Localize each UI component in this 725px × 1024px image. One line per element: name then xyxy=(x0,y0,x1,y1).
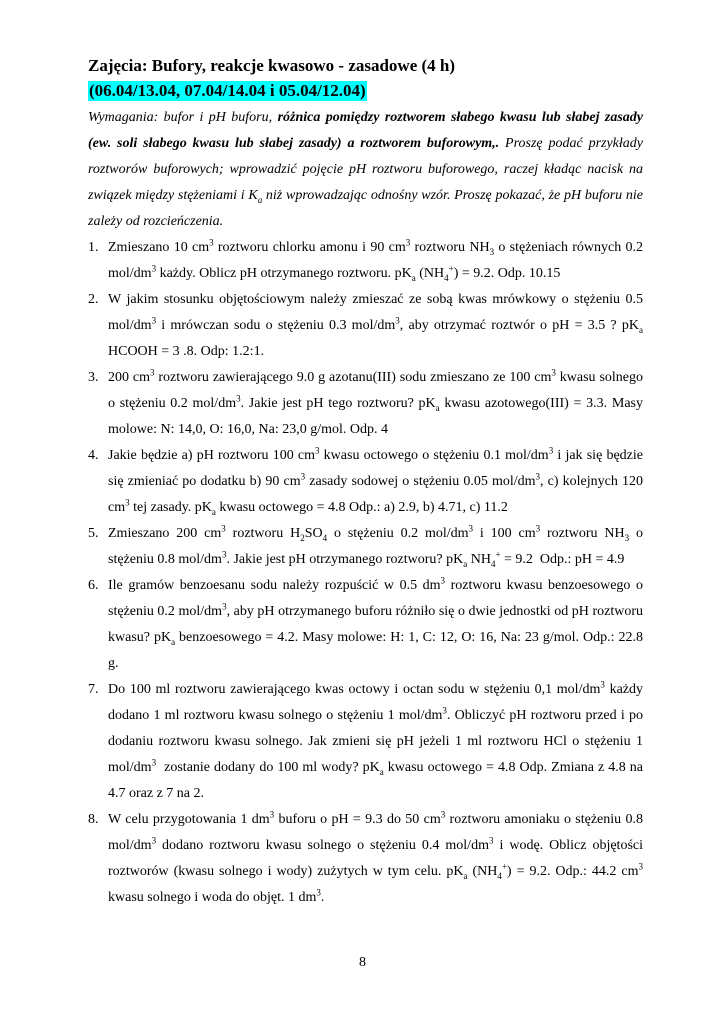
problem-item: 6. Ile gramów benzoesanu sodu należy rozpuścić w 0.5 $dm^3$ roztworu kwasu benzoesowego o stężeniu 0.2 mol/$dm^3$, aby pH otrzymanego buforu różniło się o dwie jednostki od pH roztworu kwasu? $pK_a$ benzoesowego = 4.2. Masy molowe: H: 1, C: 12, O: 16, Na: 23 g/mol. Odp.: 22.8 g. xyxy=(88,573,643,677)
page-title: Zajęcia: Bufory, reakcje kwasowo - zasadowe (4 h) xyxy=(88,56,456,75)
problem-item: 5. Zmieszano 200 $cm^3$ roztworu $H_2SO_4$ o stężeniu 0.2 mol/$dm^3$ i 100 $cm^3$ roztworu $NH_3$ o stężeniu 0.8 mol/$dm^3$. Jakie jest pH otrzymanego roztworu? $pK_a$ $NH_4^+ = 9.2$ Odp.: pH = 4.9 xyxy=(88,521,643,573)
requirements-paragraph xyxy=(88,105,643,235)
problem-number: 3. xyxy=(88,370,99,385)
problem-item: 3. 200 $cm^3$ roztworu zawierającego 9.0 g azotanu(III) sodu zmieszano ze 100 $cm^3$ kwasu solnego o stężeniu 0.2 mol/$dm^3$. Jakie jest pH tego roztworu? $pK_a$ kwasu azotowego(III) = 3.3. Masy molowe: N: 14,0, O: 16,0, Na: 23,0 g/mol. Odp. 4 xyxy=(88,365,643,443)
requirements-sub: a xyxy=(257,194,263,205)
problem-item: 4. Jakie będzie a) pH roztworu 100 $cm^3$ kwasu octowego o stężeniu 0.1 mol/$dm^3$ i jak się będzie się zmieniać po dodatku b) 90 $cm^3$ zasady sodowej o stężeniu 0.05 mol/$dm^3$, c) kolejnych 120 $cm^3$ tej zasady. $pK_a$ kwasu octowego = 4.8 Odp.: a) 2.9, b) 4.71, c) 11.2 xyxy=(88,443,643,521)
requirements-bold: różnica pomiędzy roztworem słabego kwasu lub słabej zasady (ew. soli słabego kwasu lub słabej zasady) a roztworem buforowym,. xyxy=(88,110,644,151)
problem-item: 2. W jakim stosunku objętościowym należy zmieszać ze sobą kwas mrówkowy o stężeniu 0.5 mol/$dm^3$ i mrówczan sodu o stężeniu 0.3 mol/$dm^3$, aby otrzymać roztwór o pH = 3.5 ? $pK_a$ HCOOH = 3 .8. Odp: 1.2:1. xyxy=(88,287,643,365)
problem-item: 7. Do 100 ml roztworu zawierającego kwas octowy i octan sodu w stężeniu 0,1 mol/$dm^3$ każdy dodano 1 ml roztworu kwasu solnego o stężeniu 1 mol/$dm^3$. Obliczyć pH roztworu przed i po dodaniu roztworu kwasu solnego. Jak zmieni się pH jeżeli 1 ml roztworu HCl o stężeniu 1 mol/$dm^3$ zostanie dodany do 100 ml wody? $pK_a$ kwasu octowego = 4.8 Odp. Zmiana z 4.8 na 4.7 oraz z 7 na 2. xyxy=(88,677,643,807)
problem-number: 5. xyxy=(88,526,99,541)
problem-number: 7. xyxy=(88,682,99,697)
problem-list xyxy=(88,235,643,911)
problem-item: 1. Zmieszano 10 $cm^3$ roztworu chlorku amonu i 90 $cm^3$ roztworu $NH_3$ o stężeniach równych 0.2 mol/$dm^3$ każdy. Oblicz pH otrzymanego roztworu. $pK_a$ $(NH_4^+) = 9.2$. Odp. 10.15 xyxy=(88,235,643,287)
problem-item: 8. W celu przygotowania 1 $dm^3$ buforu o pH = 9.3 do 50 $cm^3$ roztworu amoniaku o stężeniu 0.8 mol/$dm^3$ dodano roztworu kwasu solnego o stężeniu 0.4 mol/$dm^3$ i wodę. Oblicz objętości roztworów (kwasu solnego i wody) zużytych w tym celu. $pK_a$ $(NH_4^+) = 9.2$. Odp.: 44.2 $cm^3$ kwasu solnego i woda do objęt. 1 $dm^3$. xyxy=(88,807,643,911)
class-dates: (06.04/13.04, 07.04/14.04 i 05.04/12.04) xyxy=(89,81,366,100)
page-number: 8 xyxy=(359,955,366,970)
problem-number: 2. xyxy=(88,292,99,307)
problem-number: 1. xyxy=(88,240,99,255)
problem-number: 8. xyxy=(88,812,99,827)
problem-number: 6. xyxy=(88,578,99,593)
requirements-intro: Wymagania: bufor i pH buforu, xyxy=(88,110,278,125)
problem-number: 4. xyxy=(88,448,99,463)
requirements-end: niż wprowadzając odnośny wzór. Proszę pokazać, że pH buforu nie zależy od rozcieńczenia. xyxy=(88,188,643,229)
requirements-text: Proszę podać przykłady roztworów buforowych; wprowadzić pojęcie pH roztworu buforowego, raczej kładąc nacisk na związek między stężeniami i K xyxy=(88,136,643,203)
